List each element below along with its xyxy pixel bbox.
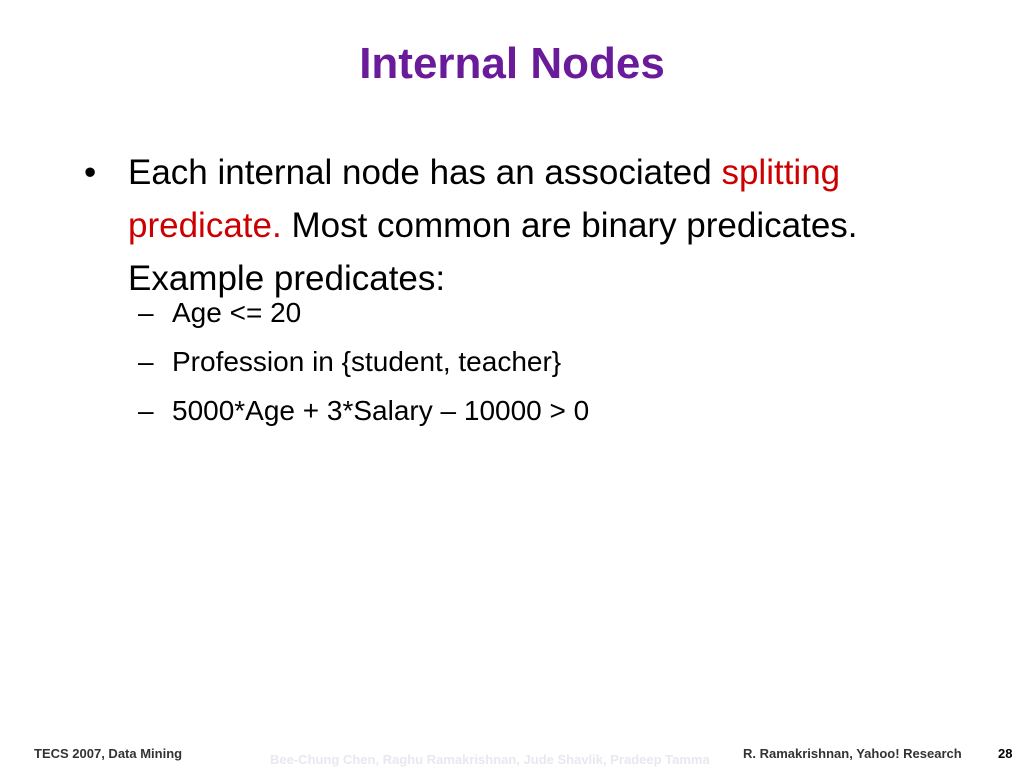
dash-marker: – [138,395,154,426]
sub-bullet-list [138,296,938,443]
footer-authors: Bee-Chung Chen, Raghu Ramakrishnan, Jude Shavlik, Pradeep Tamma [270,752,710,767]
bullet-highlight: splitting predicate. [128,153,841,245]
sub-bullet-text: Profession in {student, teacher} [172,346,562,377]
footer-course: TECS 2007, Data Mining [34,746,183,761]
sub-bullet-item [138,394,938,443]
bullet-text [128,146,984,305]
footer-presenter: R. Ramakrishnan, Yahoo! Research [743,746,962,761]
main-bullet [84,146,984,305]
sub-bullet-item [138,345,938,394]
sub-bullet-item [138,296,938,345]
sub-bullet-text: 5000*Age + 3*Salary – 10000 > 0 [172,395,590,426]
slide-title: Internal Nodes [359,39,665,88]
bullet-text-after: Most common are binary predicates. Example predicates: [128,206,858,298]
bullet-text-before: Each internal node has an associated [128,153,722,192]
bullet-marker: • [84,153,97,192]
sub-bullet-text: Age <= 20 [172,297,302,328]
dash-marker: – [138,297,154,328]
page-number: 28 [998,746,1013,761]
dash-marker: – [138,346,154,377]
